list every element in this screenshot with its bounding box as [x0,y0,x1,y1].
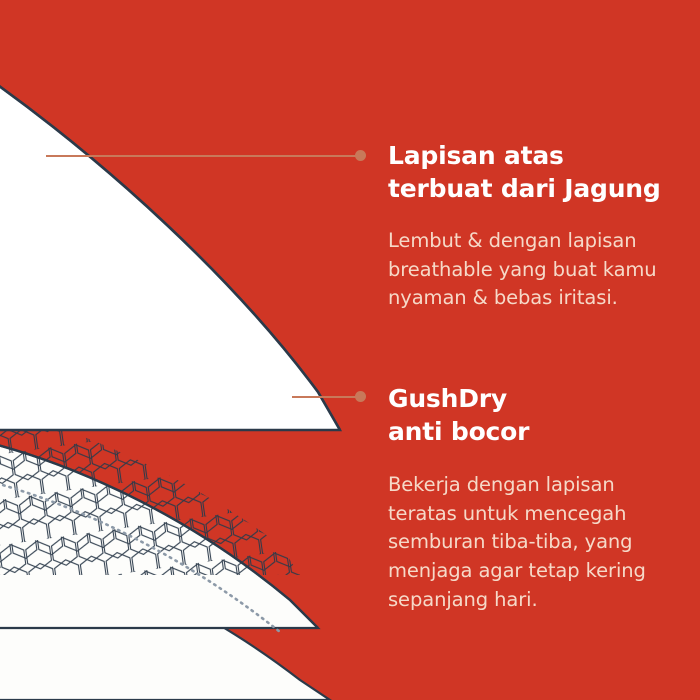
callout-2-title-line1: GushDry [388,384,507,413]
callout-1-body: Lembut & dengan lapisan breathable yang buat kamu nyaman & bebas iritasi. [388,229,657,310]
callout-2 [388,383,688,614]
callout-2-body: Bekerja dengan lapisan teratas untuk mencegah semburan tiba-tiba, yang menjaga agar tetap kering sepanjang hari. [388,473,646,611]
callout-1-title-line2: terbuat dari Jagung [388,173,661,203]
callout-2-title-line2: anti bocor [388,416,530,446]
callout-1-title-line1: Lapisan atas [388,141,564,170]
callout-2-title [388,383,688,448]
leader-line-1 [46,155,364,157]
leader-dot-2 [355,391,366,402]
leader-line-2 [292,396,364,398]
callout-1 [388,140,688,313]
callout-1-title [388,140,688,205]
leader-dot-1 [355,150,366,161]
